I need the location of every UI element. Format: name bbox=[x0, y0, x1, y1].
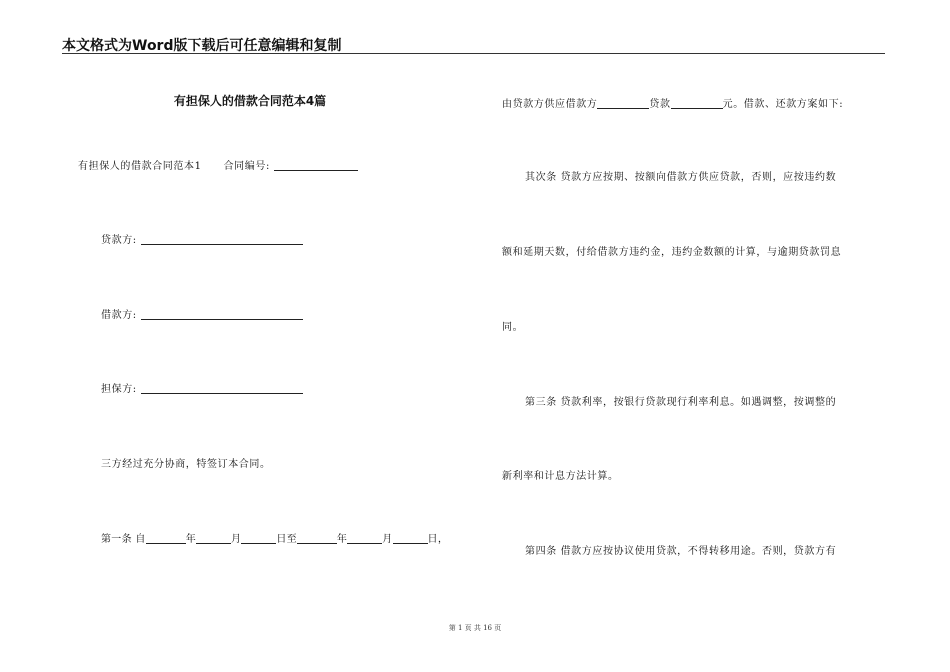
line1-part-b: 贷款 bbox=[649, 99, 671, 110]
agreement-line: 三方经过充分协商，特签订本合同。 bbox=[101, 459, 271, 470]
contract-no-label: 合同编号: bbox=[223, 161, 270, 172]
end-month-blank[interactable] bbox=[347, 533, 382, 544]
clause-1-line bbox=[101, 530, 448, 545]
clause-3-line-2: 新利率和计息方法计算。 bbox=[502, 471, 619, 482]
month-label: 月 bbox=[231, 534, 242, 545]
borrower-label: 借款方: bbox=[101, 310, 137, 321]
document-title: 有担保人的借款合同范本4篇 bbox=[173, 94, 327, 108]
start-year-blank[interactable] bbox=[146, 533, 186, 544]
end-year-blank[interactable] bbox=[297, 533, 337, 544]
start-month-blank[interactable] bbox=[196, 533, 231, 544]
page-footer: 第 1 页 共 16 页 bbox=[448, 624, 502, 632]
clause-2-line-3: 同。 bbox=[502, 322, 524, 333]
line1-part-a: 由贷款方供应借款方 bbox=[502, 99, 598, 110]
year-label: 年 bbox=[336, 534, 348, 545]
clause-2-line-2: 额和延期天数，付给借款方违约金，违约金数额的计算，与逾期贷款罚息 bbox=[502, 247, 842, 258]
borrower-line bbox=[101, 306, 303, 321]
contract-no-blank[interactable] bbox=[274, 160, 358, 171]
lender-blank[interactable] bbox=[141, 234, 303, 245]
clause-1-continuation bbox=[502, 95, 843, 110]
guarantor-label: 担保方: bbox=[101, 384, 137, 395]
clause-4-line-1: 第四条 借款方应按协议使用贷款，不得转移用途。否则，贷款方有 bbox=[525, 546, 837, 557]
clause-1-prefix: 第一条 自 bbox=[101, 534, 146, 545]
intro-line bbox=[78, 157, 358, 172]
day-end-label: 日， bbox=[427, 534, 449, 545]
header-rule bbox=[62, 53, 885, 54]
month-label: 月 bbox=[382, 534, 393, 545]
lender-line bbox=[101, 231, 303, 246]
start-day-blank[interactable] bbox=[241, 533, 276, 544]
page-header: 本文格式为Word版下载后可任意编辑和复制 bbox=[62, 38, 342, 54]
contract-intro-label: 有担保人的借款合同范本1 bbox=[78, 161, 202, 172]
year-label: 年 bbox=[185, 534, 196, 545]
line1-part-c: 元。借款、还款方案如下: bbox=[722, 99, 844, 110]
loan-type-blank[interactable] bbox=[597, 98, 649, 109]
clause-3-line-1: 第三条 贷款利率，按银行贷款现行利率利息。如遇调整，按调整的 bbox=[525, 397, 837, 408]
lender-label: 贷款方: bbox=[101, 235, 137, 246]
loan-amount-blank[interactable] bbox=[671, 98, 723, 109]
end-day-blank[interactable] bbox=[393, 533, 428, 544]
borrower-blank[interactable] bbox=[141, 309, 303, 320]
clause-2-line-1: 其次条 贷款方应按期、按额向借款方供应贷款，否则，应按违约数 bbox=[525, 172, 837, 183]
guarantor-line bbox=[101, 380, 303, 395]
day-to-label: 日至 bbox=[276, 534, 297, 545]
guarantor-blank[interactable] bbox=[141, 383, 303, 394]
